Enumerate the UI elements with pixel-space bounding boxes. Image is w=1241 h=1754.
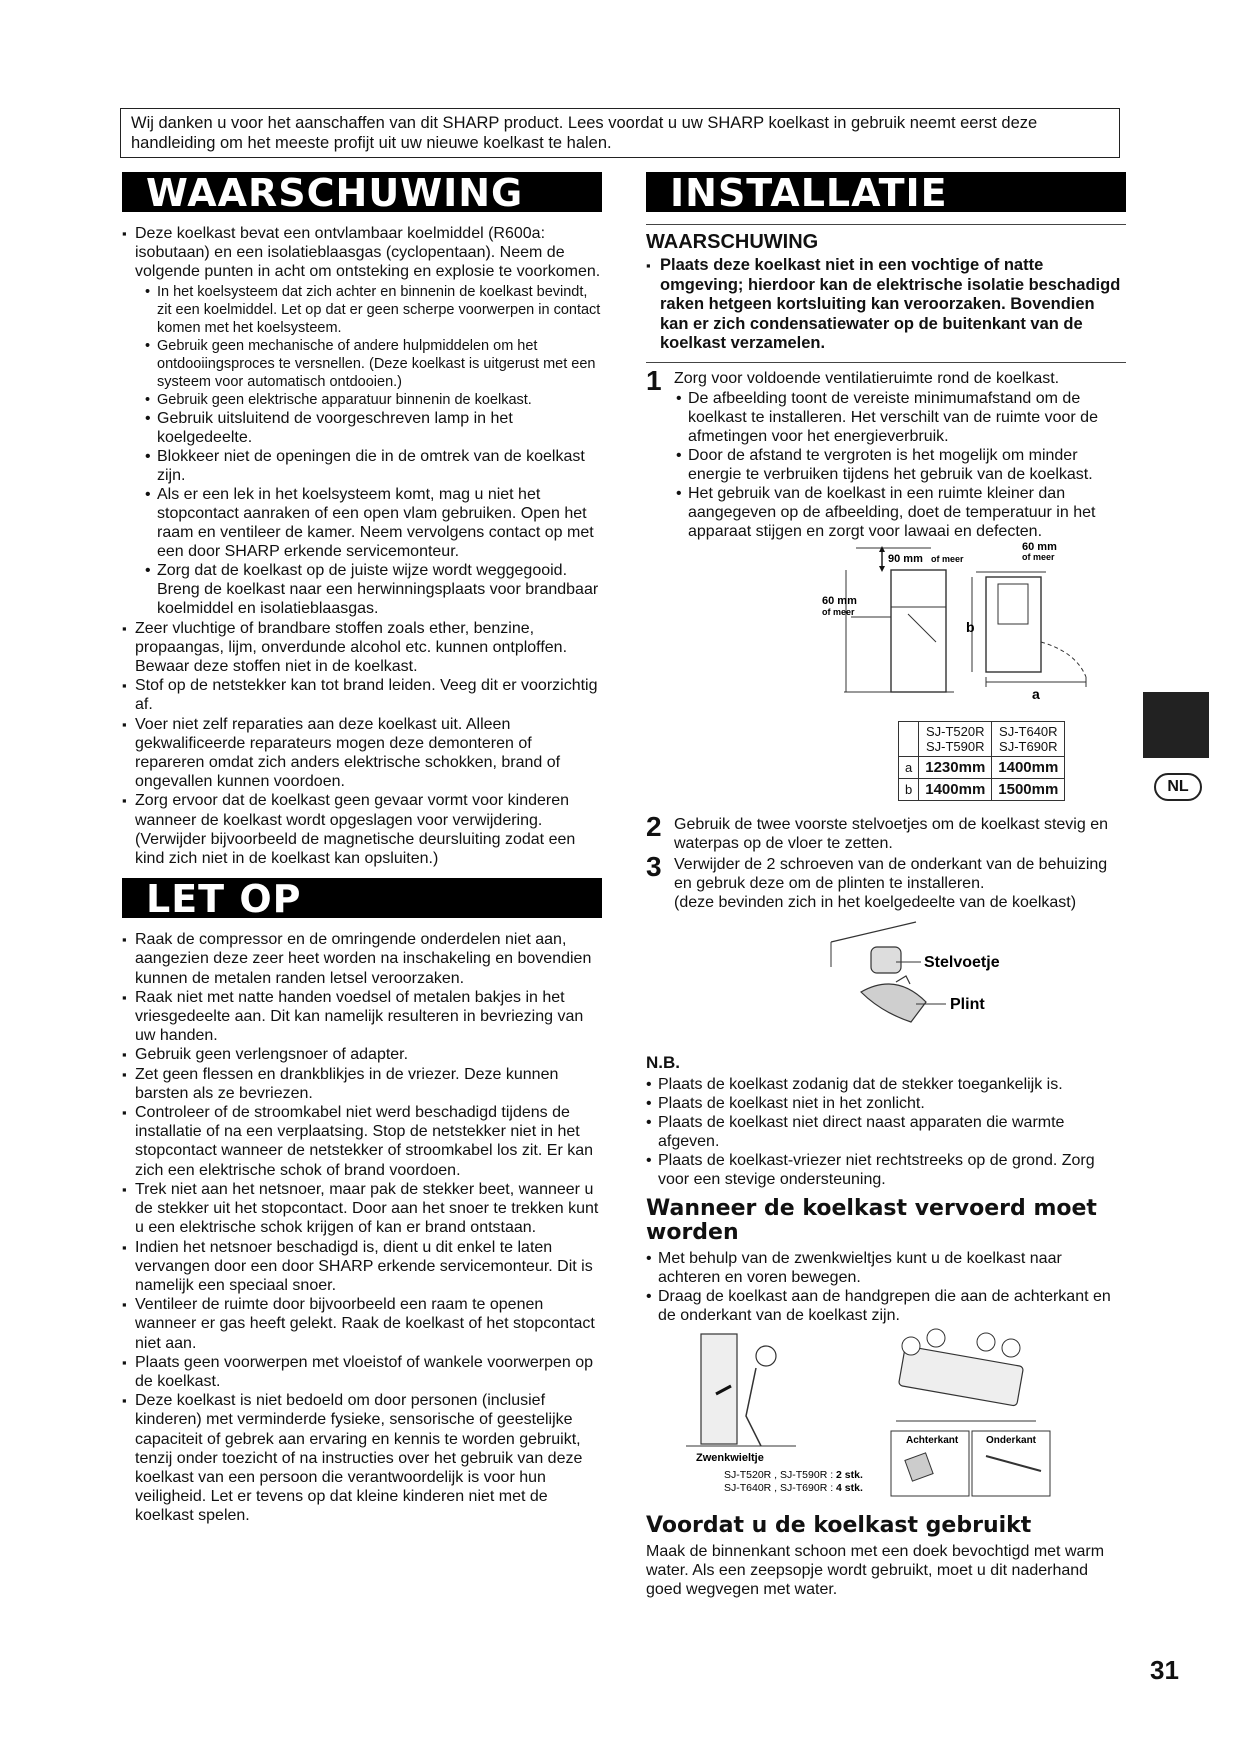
caution-list: [122, 930, 602, 1525]
warning-subitem: • Gebruik geen elektrische apparatuur binnenin de koelkast.: [145, 391, 602, 409]
rear-gap-label: 60 mm: [1022, 541, 1057, 553]
dimensions-table: [898, 721, 1065, 801]
caution-item: ▪ Trek niet aan het netsnoer, maar pak de stekker beet, wanneer u de stekker uit het stopcontact. Door aan het snoer te trekken kunt u een elektrische schok krijgen of kan er brand ontstaan.: [122, 1180, 602, 1238]
feet-illustration: [831, 922, 946, 1022]
warning-subitem: • In het koelsysteem dat zich achter en binnenin de koelkast bevindt, zit een koelmiddel. Let op dat er geen scherpe voorwerpen in contact komen met het koelsysteem.: [145, 283, 602, 337]
top-gap-label: 90 mm: [888, 552, 923, 565]
step-1-notes: [676, 389, 1126, 541]
table-header: SJ-T640R SJ-T690R: [992, 721, 1065, 756]
warning-item: ▪ Voer niet zelf reparaties aan deze koelkast uit. Alleen gekwalificeerde reparateurs mogen deze demonteren of repareren omdat zich anders elektrische schokken, brand of ongevallen kunnen voordoen.: [122, 715, 602, 792]
back-side-label: Achterkant: [906, 1434, 959, 1446]
warning-subitem: • Gebruik geen mechanische of andere hulpmiddelen om het ontdooiingsproces te versnellen. (Deze koelkast is uitgerust met een systeem voor automatisch ontdooien.): [145, 337, 602, 391]
nb-item: • Plaats de koelkast niet in het zonlicht.: [646, 1094, 1126, 1113]
warning-item: ▪ Zorg ervoor dat de koelkast geen gevaar vormt voor kinderen wanneer de koelkast wordt opgeslagen voor verwijdering. (Verwijder bijvoorbeeld de magnetische deursluiting zodat een kind zich niet in de koelkast kan opsluiten.): [122, 791, 602, 868]
caster-count-line: SJ-T520R , SJ-T590R : 2 stk.: [724, 1468, 863, 1481]
intro-box: Wij danken u voor het aanschaffen van dit SHARP product. Lees voordat u uw SHARP koelkast in gebruik neemt eerst deze handleiding om het meeste profijt uit uw nieuwe koelkast te halen.: [120, 108, 1120, 158]
nb-list: [646, 1075, 1126, 1189]
table-row: [899, 721, 1065, 756]
warning-item: ▪ Deze koelkast bevat een ontvlambaar koelmiddel (R600a: isobutaan) en een isolatieblaasgas (cyclopentaan). Neem de volgende punten in acht om ontsteking en explosie te voorkomen. • In het koelsysteem dat zich achter en binnenin de koelkast bevindt, zit een koelmiddel. Let op dat er geen scherpe voorwerpen in contact komen met het koelsysteem. • Gebruik geen mechanische of andere hulpmiddelen om het ontdooiingsproces te versnellen. (Deze koelkast is uitgerust met een systeem voor automatisch ontdooien.) • Gebruik geen elektrische apparatuur binnenin de koelkast. • Gebruik uitsluitend de voorgeschreven lamp in het koelgedeelte. • Blokkeer niet de openingen die in de omtrek van de koelkast zijn. • Als er een lek in het koelsysteem komt, mag u niet het stopcontact aanraken of een open vlam gebruiken. Open het raam en ventileer de kamer. Neem vervolgens contact op met een door SHARP erkende servicemonteur. • Zorg dat de koelkast op de juiste wijze wordt weggegooid. Breng de koelkast naar een herwinningsplaats voor brandbaar koelmiddel en isolatieblaasgas.: [122, 224, 602, 618]
feet-plinth-diagram: [646, 912, 1126, 1042]
table-cell: 1500mm: [992, 778, 1065, 800]
warning-subitem: • Blokkeer niet de openingen die in de omtrek van de koelkast zijn.: [145, 447, 602, 485]
top-gap-note: of meer: [931, 553, 964, 564]
before-use-heading: Voordat u de koelkast gebruikt: [646, 1512, 1032, 1538]
caution-banner: LET OP: [122, 878, 602, 918]
right-column: [646, 172, 1126, 1599]
caster-count-line: SJ-T640R , SJ-T690R : 4 stk.: [724, 1481, 863, 1494]
moving-item: • Met behulp van de zwenkwieltjes kunt u de koelkast naar achteren en voren bewegen.: [646, 1249, 1126, 1287]
warning-banner: WAARSCHUWING: [122, 172, 602, 212]
warning-subitem: • Gebruik uitsluitend de voorgeschreven lamp in het koelgedeelte.: [145, 409, 602, 447]
step-number: 2: [646, 810, 662, 842]
table-cell: 1400mm: [992, 756, 1065, 778]
warning-item: ▪ Zeer vluchtige of brandbare stoffen zoals ether, benzine, propaangas, lijm, onverdunde alcohol etc. kunnen ontploffen. Bewaar deze stoffen niet in de koelkast.: [122, 619, 602, 677]
bottom-side-label: Onderkant: [986, 1434, 1037, 1446]
nb-heading: N.B.: [646, 1052, 680, 1072]
caution-item: ▪ Raak de compressor en de omringende onderdelen niet aan, aangezien deze zeer heet worden na inschakeling en bovendien kunnen de metalen randen letsel veroorzaken.: [122, 930, 602, 988]
table-row: [899, 756, 1065, 778]
caster-illustration: [686, 1334, 796, 1446]
language-badge: NL: [1154, 773, 1202, 801]
rear-gap-note: of meer: [1022, 551, 1055, 562]
table-cell: 1400mm: [919, 778, 992, 800]
feet-label: Stelvoetje: [924, 953, 1000, 971]
moving-list: [646, 1249, 1126, 1325]
step-note: • Het gebruik van de koelkast in een ruimte kleiner dan aangegeven op de afbeelding, doet de temperatuur in het apparaat stijgen en zorgt voor lawaai en defecten.: [676, 484, 1126, 541]
table-row-label: a: [899, 756, 919, 778]
nb-item: • Plaats de koelkast zodanig dat de stekker toegankelijk is.: [646, 1075, 1126, 1094]
nb-item: • Plaats de koelkast niet direct naast apparaten die warmte afgeven.: [646, 1113, 1126, 1151]
step-1: 1 Zorg voor voldoende ventilatieruimte rond de koelkast. • De afbeelding toont de vereiste minimumafstand om de koelkast te installeren. Het verschilt van de ruimte voor de afmetingen voor het energieverbruik. • Door de afstand te vergroten is het mogelijk om minder energie te verbruiken tijdens het gebruik van de koelkast. • Het gebruik van de koelkast in een ruimte kleiner dan aangegeven op de afbeelding, doet de temperatuur in het apparaat stijgen en zorgt voor lawaai en defecten.: [646, 369, 1126, 541]
before-use-text: Maak de binnenkant schoon met een doek bevochtigd met warm water. Als een zeepsopje wordt gebruikt, moet u dit naderhand goed wegvegen met water.: [646, 1542, 1105, 1598]
warning-sublist: [145, 283, 602, 618]
step-note: • De afbeelding toont de vereiste minimumafstand om de koelkast te installeren. Het verschilt van de ruimte voor de afmetingen voor het energieverbruik.: [676, 389, 1126, 446]
table-row: [899, 778, 1065, 800]
caution-item: ▪ Ventileer de ruimte door bijvoorbeeld een raam te openen wanneer er gas heeft gelekt. Raak de koelkast of het stopcontact niet aan.: [122, 1295, 602, 1353]
warning-list: [122, 224, 602, 868]
step-number: 3: [646, 850, 662, 882]
nb-item: • Plaats de koelkast-vriezer niet rechtstreeks op de grond. Zorg voor een stevige ondersteuning.: [646, 1151, 1126, 1189]
warning-subitem: • Als er een lek in het koelsysteem komt, mag u niet het stopcontact aanraken of een open vlam gebruiken. Open het raam en ventileer de kamer. Neem vervolgens contact op met een door SHARP erkende servicemonteur.: [145, 485, 602, 561]
moving-heading: Wanneer de koelkast vervoerd moet worden: [646, 1195, 1097, 1245]
table-header: SJ-T520R SJ-T590R: [919, 721, 992, 756]
carrying-illustration: [891, 1329, 1050, 1496]
install-warning-heading: WAARSCHUWING: [646, 231, 819, 253]
installation-banner: INSTALLATIE: [646, 172, 1126, 212]
language-tab: [1143, 692, 1209, 758]
step-note: • Door de afstand te vergroten is het mogelijk om minder energie te verbruiken tijdens het gebruik van de koelkast.: [676, 446, 1126, 484]
step-number: 1: [646, 364, 662, 396]
fridge-side-illustration: [972, 572, 1086, 687]
caution-item: ▪ Gebruik geen verlengsnoer of adapter.: [122, 1045, 602, 1064]
caution-item: ▪ Plaats geen voorwerpen met vloeistof of wankele voorwerpen op de koelkast.: [122, 1353, 602, 1391]
caution-item: ▪ Raak niet met natte handen voedsel of metalen bakjes in het vriesgedeelte aan. Dit kan namelijk resulteren in bevriezing van uw handen.: [122, 988, 602, 1046]
side-gap-note: of meer: [822, 606, 855, 617]
caution-item: ▪ Deze koelkast is niet bedoeld om door personen (inclusief kinderen) met verminderde fysieke, sensorische of geestelijke capaciteit of gebrek aan ervaring en kennis te worden gebruikt, tenzij onder toezicht of na instructies over het gebruik van deze koelkast van een persoon die verantwoordelijk is voor hun veiligheid. Let er tevens op dat kleine kinderen niet met de koelkast spelen.: [122, 1391, 602, 1525]
warning-item: ▪ Stof op de netstekker kan tot brand leiden. Veeg dit er voorzichtig af.: [122, 676, 602, 714]
table-cell-empty: [899, 721, 919, 756]
caution-section: [122, 930, 602, 1525]
moving-diagram: [646, 1326, 1126, 1501]
plinth-label: Plint: [950, 995, 985, 1013]
clearance-diagram: [646, 542, 1126, 712]
left-column: [122, 172, 602, 1526]
step-3: 3 Verwijder de 2 schroeven van de onderkant van de behuizing en gebruk deze om de plinten te installeren. (deze bevinden zich in het koelgedeelte van de koelkast): [646, 850, 1108, 911]
moving-item: • Draag de koelkast aan de handgrepen die aan de achterkant en de onderkant van de koelkast zijn.: [646, 1287, 1126, 1325]
dimension-b-label: b: [966, 618, 975, 635]
caster-label: Zwenkwieltje: [696, 1451, 764, 1464]
step-2: 2 Gebruik de twee voorste stelvoetjes om de koelkast stevig en waterpas op de vloer te zetten.: [646, 810, 1108, 852]
caution-item: ▪ Zet geen flessen en drankblikjes in de vriezer. Deze kunnen barsten als ze bevriezen.: [122, 1065, 602, 1103]
divider: [646, 224, 1126, 225]
caution-item: ▪ Controleer of de stroomkabel niet werd beschadigd tijdens de installatie of na een verplaatsing. Stop de netstekker niet in het stopcontact wanneer de netstekker of stroomkabel los zit. Er kan zich een elektrische schok of brand voordoen.: [122, 1103, 602, 1180]
table-row-label: b: [899, 778, 919, 800]
side-gap-label: 60 mm: [822, 594, 857, 607]
caution-item: ▪ Indien het netsnoer beschadigd is, dient u dit enkel te laten vervangen door een door SHARP erkende servicemonteur. Dit is namelijk een speciaal snoer.: [122, 1238, 602, 1296]
dimension-a-label: a: [1032, 685, 1040, 702]
table-cell: 1230mm: [919, 756, 992, 778]
install-warning-text: ▪ Plaats deze koelkast niet in een vochtige of natte omgeving; hierdoor kan de elektrische isolatie beschadigd raken hetgeen kortsluiting kan veroorzaken. Bovendien kan er zich condensatiewater op de buitenkant van de koelkast verzamelen.: [646, 256, 1126, 354]
page-number: 31: [1150, 1655, 1179, 1685]
fridge-front-illustration: [844, 546, 954, 692]
warning-subitem: • Zorg dat de koelkast op de juiste wijze wordt weggegooid. Breng de koelkast naar een herwinningsplaats voor brandbaar koelmiddel en isolatieblaasgas.: [145, 561, 602, 618]
divider: [646, 362, 1126, 363]
